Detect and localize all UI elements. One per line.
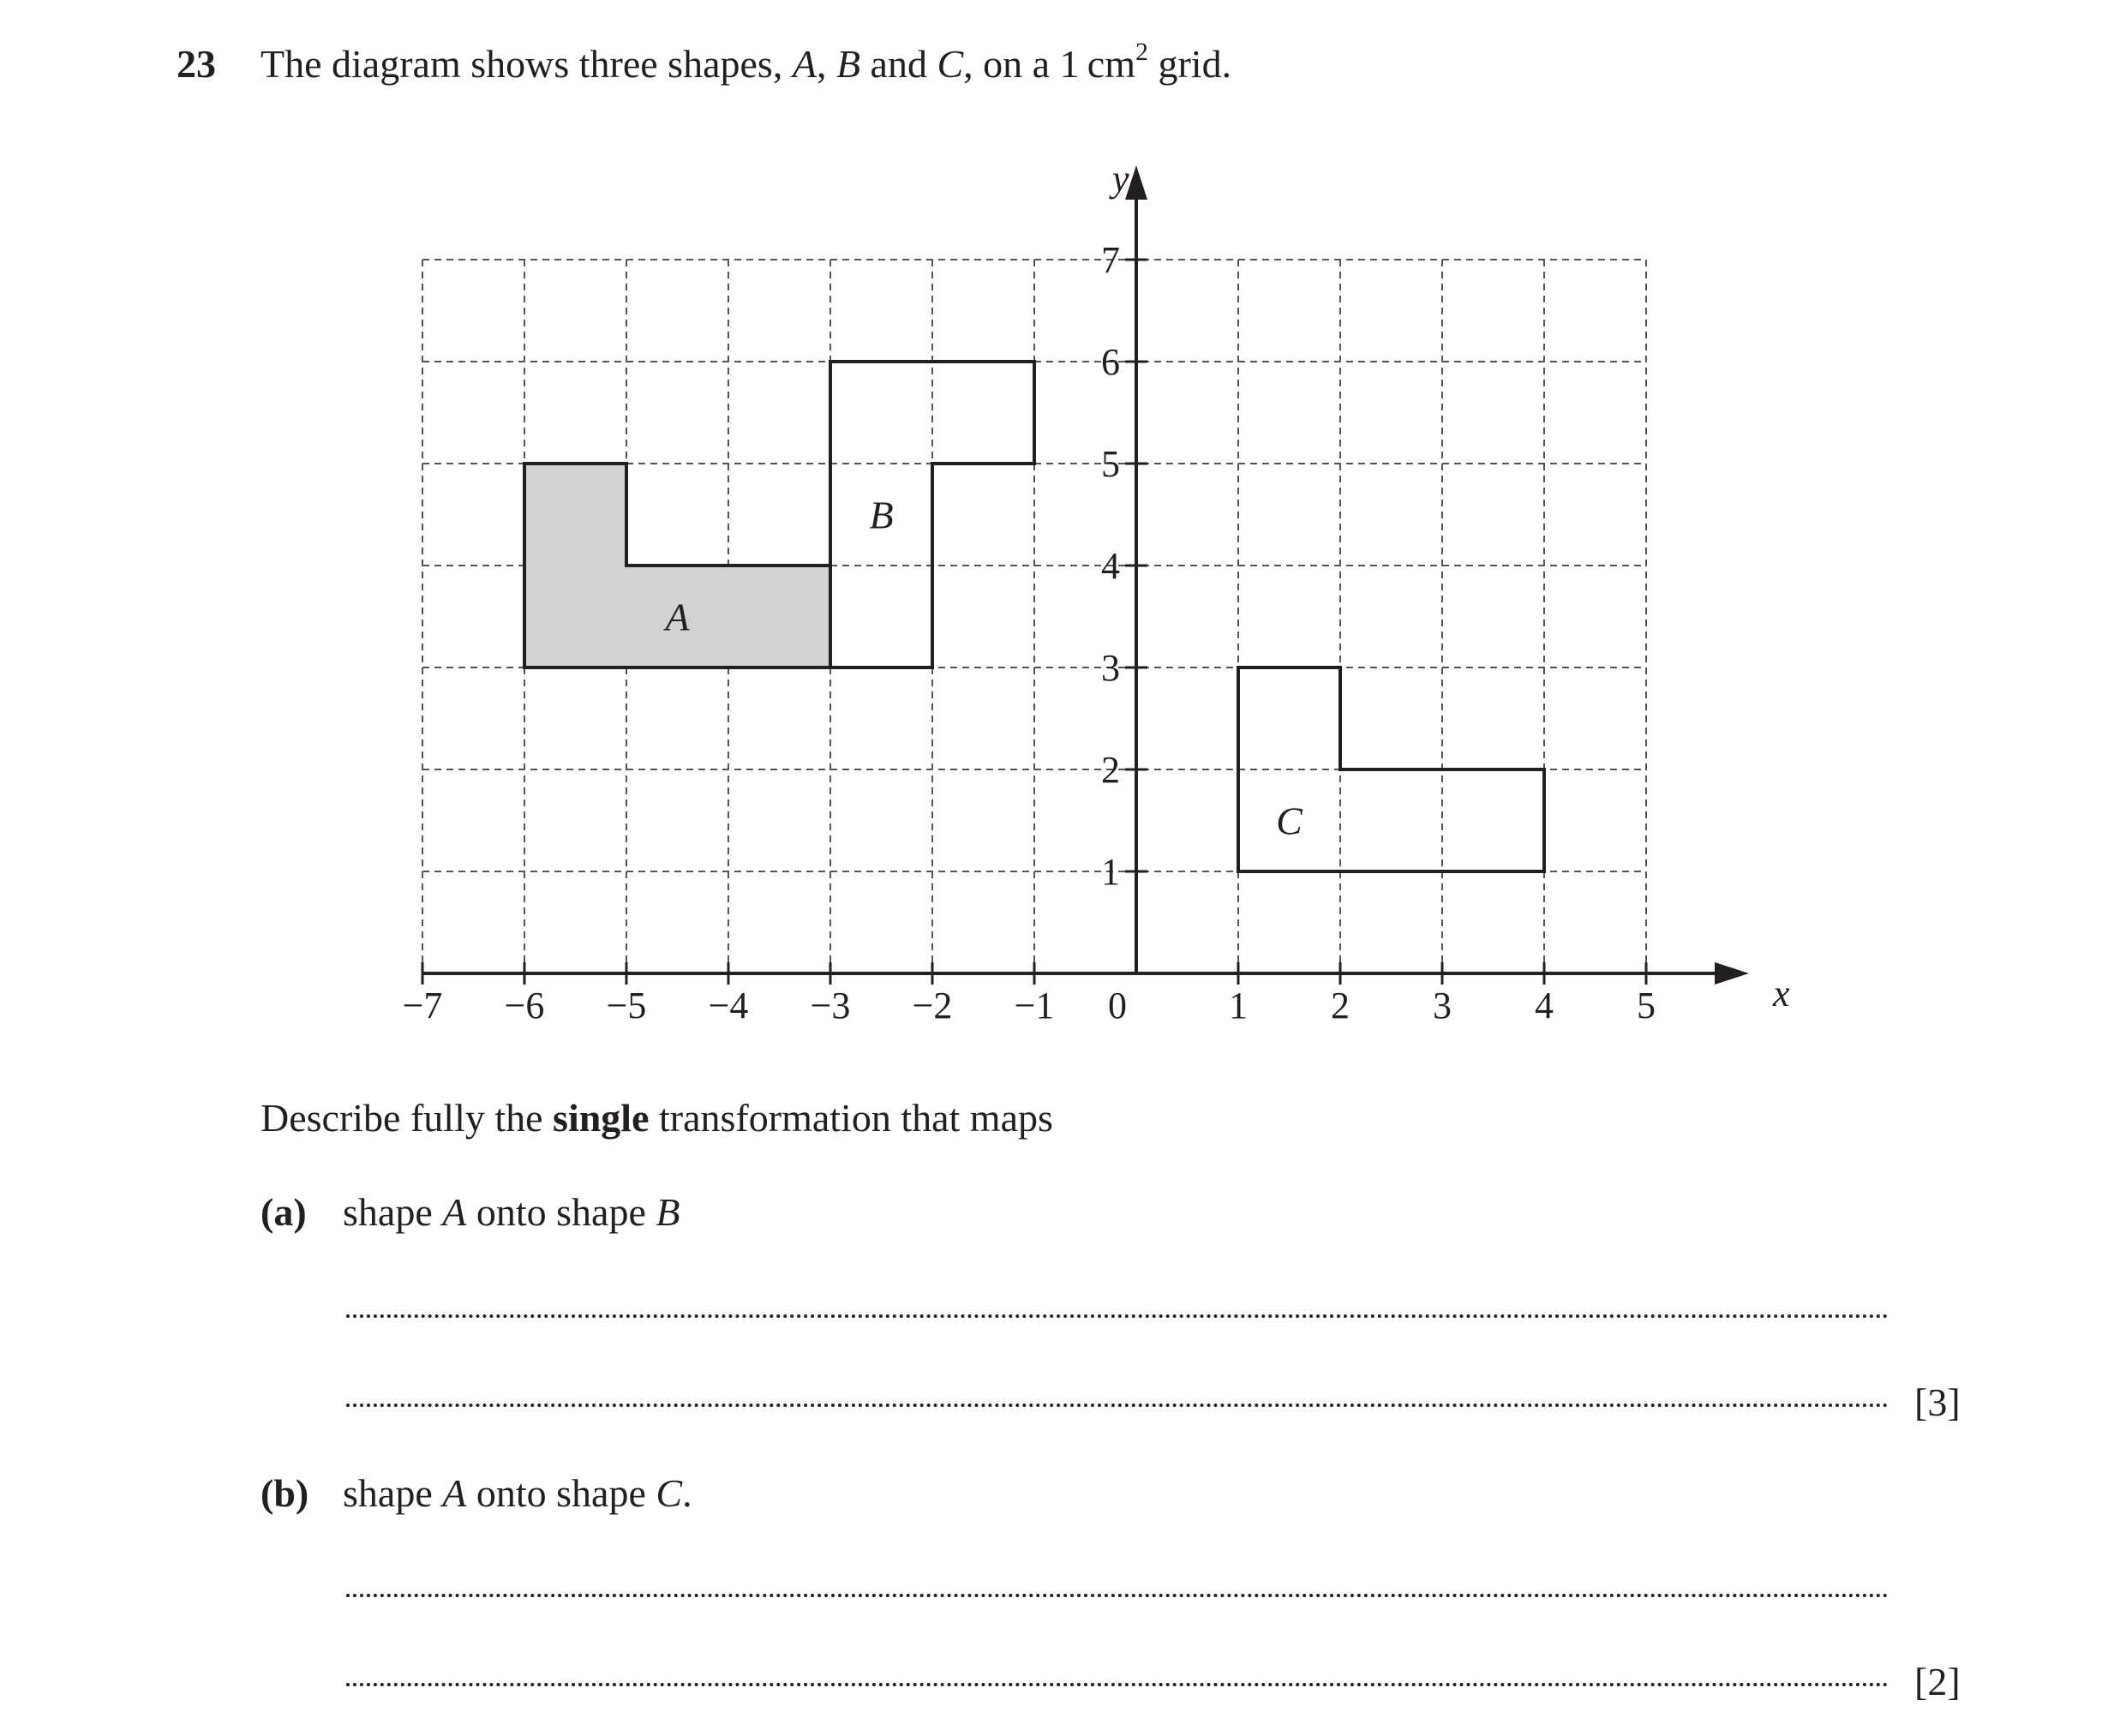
x-tick-label: −4 bbox=[708, 985, 749, 1027]
answer-line-b1[interactable] bbox=[346, 1594, 1889, 1597]
x-tick-label: −5 bbox=[606, 985, 647, 1027]
x-tick-label: 3 bbox=[1433, 985, 1452, 1027]
x-tick-label: 4 bbox=[1535, 985, 1554, 1027]
y-axis-label: y bbox=[1112, 158, 1129, 200]
question-number: 23 bbox=[177, 42, 216, 86]
y-tick-label: 4 bbox=[1101, 545, 1120, 587]
instruction-text-1: Describe fully the bbox=[261, 1096, 554, 1140]
stem-text-2: grid. bbox=[1147, 42, 1232, 86]
instruction-text-2: transformation that maps bbox=[649, 1096, 1053, 1140]
part-a-shape-2: B bbox=[656, 1190, 680, 1234]
marks-a: [3] bbox=[1914, 1380, 1961, 1424]
instruction-bold: single bbox=[553, 1096, 650, 1140]
part-a-text-1: shape bbox=[343, 1190, 443, 1234]
part-b-shape-1: A bbox=[442, 1471, 467, 1515]
part-a bbox=[261, 1189, 680, 1235]
shapes-layer bbox=[524, 362, 1544, 871]
y-tick-label: 3 bbox=[1101, 647, 1120, 689]
x-tick-label: −3 bbox=[810, 985, 851, 1027]
x-axis-label: x bbox=[1773, 973, 1790, 1015]
part-a-shape-1: A bbox=[442, 1190, 467, 1234]
stem-grid-unit: , on a 1 cm bbox=[963, 42, 1135, 86]
part-a-text-2: onto shape bbox=[466, 1190, 656, 1234]
part-b-text-3: . bbox=[682, 1471, 692, 1515]
stem-text-1: The diagram shows three shapes, bbox=[261, 42, 793, 86]
stem-shape-b: B bbox=[835, 42, 861, 86]
x-tick-label: 2 bbox=[1331, 985, 1350, 1027]
x-tick-label: −2 bbox=[912, 985, 953, 1027]
marks-b: [2] bbox=[1914, 1660, 1961, 1703]
part-b-shape-2: C bbox=[656, 1471, 683, 1515]
part-b-text-2: onto shape bbox=[466, 1471, 656, 1515]
stem-sep: , bbox=[816, 42, 836, 86]
x-tick-label: 5 bbox=[1637, 985, 1656, 1027]
stem-and: and bbox=[860, 42, 937, 86]
y-tick-label: 5 bbox=[1101, 443, 1120, 485]
part-a-label: (a) bbox=[261, 1190, 307, 1234]
answer-line-a2[interactable] bbox=[346, 1404, 1889, 1407]
x-tick-label: 1 bbox=[1229, 985, 1248, 1027]
stem-shape-c: C bbox=[937, 42, 964, 86]
part-b-label: (b) bbox=[261, 1471, 309, 1515]
stem-shape-a: A bbox=[792, 42, 817, 86]
shape-a-label: A bbox=[665, 595, 690, 639]
shape-b-label: B bbox=[869, 493, 894, 537]
x-tick-label: −1 bbox=[1014, 985, 1055, 1027]
y-tick-label: 1 bbox=[1101, 851, 1120, 893]
part-b-text-1: shape bbox=[343, 1471, 443, 1515]
x-tick-label: −6 bbox=[504, 985, 545, 1027]
y-tick-label: 2 bbox=[1101, 749, 1120, 791]
y-tick-label: 7 bbox=[1101, 239, 1120, 281]
y-tick-label: 6 bbox=[1101, 341, 1120, 383]
answer-line-b2[interactable] bbox=[346, 1683, 1889, 1686]
x-tick-label: 0 bbox=[1108, 985, 1127, 1027]
shape-c-label: C bbox=[1276, 799, 1303, 843]
instruction bbox=[261, 1095, 1053, 1140]
x-axis-arrow bbox=[1715, 962, 1749, 985]
x-tick-label: −7 bbox=[402, 985, 443, 1027]
stem-power: 2 bbox=[1135, 38, 1148, 66]
part-b bbox=[261, 1470, 692, 1516]
answer-line-a1[interactable] bbox=[346, 1314, 1889, 1318]
